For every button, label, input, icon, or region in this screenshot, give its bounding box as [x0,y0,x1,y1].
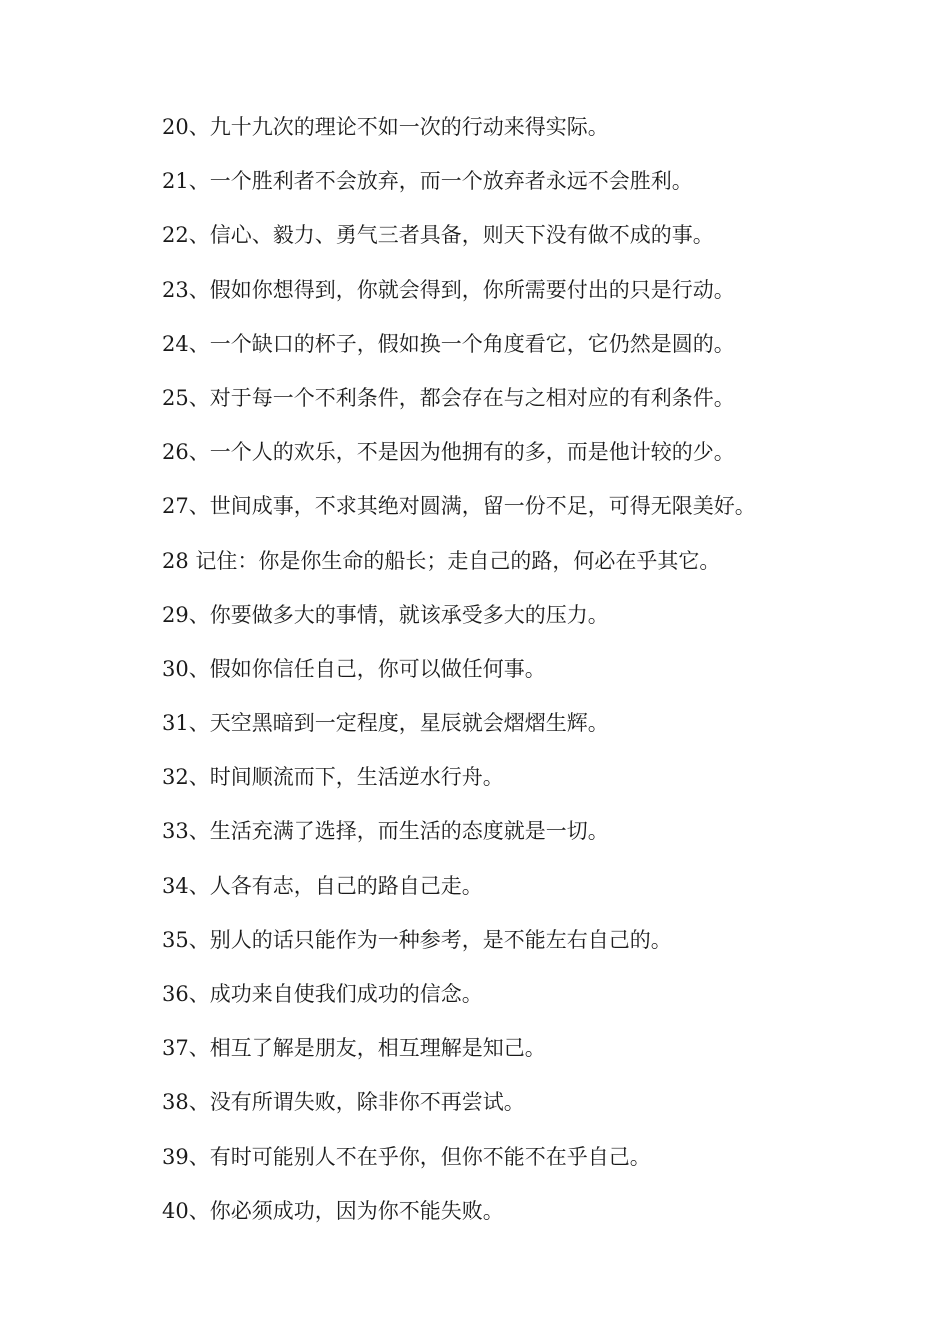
quote-line: 22、信心、毅力、勇气三者具备，则天下没有做不成的事。 [162,223,714,248]
quote-line: 37、相互了解是朋友，相互理解是知己。 [162,1036,546,1061]
quote-line: 24、一个缺口的杯子，假如换一个角度看它，它仍然是圆的。 [162,331,735,356]
quote-line: 33、生活充满了选择，而生活的态度就是一切。 [162,819,609,844]
quote-line: 31、天空黑暗到一定程度，星辰就会熠熠生辉。 [162,711,609,736]
quote-line: 35、别人的话只能作为一种参考，是不能左右自己的。 [162,927,672,952]
quote-line: 30、假如你信任自己，你可以做任何事。 [162,656,546,681]
quote-line: 34、人各有志，自己的路自己走。 [162,873,483,898]
quote-line: 21、一个胜利者不会放弃，而一个放弃者永远不会胜利。 [162,169,693,194]
quote-line: 32、时间顺流而下，生活逆水行舟。 [162,765,504,790]
quote-line: 26、一个人的欢乐，不是因为他拥有的多，而是他计较的少。 [162,440,735,465]
quote-line: 40、你必须成功，因为你不能失败。 [162,1198,504,1223]
quote-list [162,111,902,1249]
quote-line: 36、成功来自使我们成功的信念。 [162,982,483,1006]
quote-line: 20、九十九次的理论不如一次的行动来得实际。 [162,115,609,139]
quote-line: 23、假如你想得到，你就会得到，你所需要付出的只是行动。 [162,277,735,302]
quote-line: 27、世间成事，不求其绝对圆满，留一份不足，可得无限美好。 [162,494,756,519]
quote-line: 28 记住：你是你生命的船长；走自己的路，何必在乎其它。 [162,548,721,573]
quote-line: 25、对于每一个不利条件，都会存在与之相对应的有利条件。 [162,385,735,410]
quote-line: 29、你要做多大的事情，就该承受多大的压力。 [162,602,609,627]
quote-line: 39、有时可能别人不在乎你，但你不能不在乎自己。 [162,1144,651,1169]
quote-line: 38、没有所谓失败，除非你不再尝试。 [162,1090,525,1115]
